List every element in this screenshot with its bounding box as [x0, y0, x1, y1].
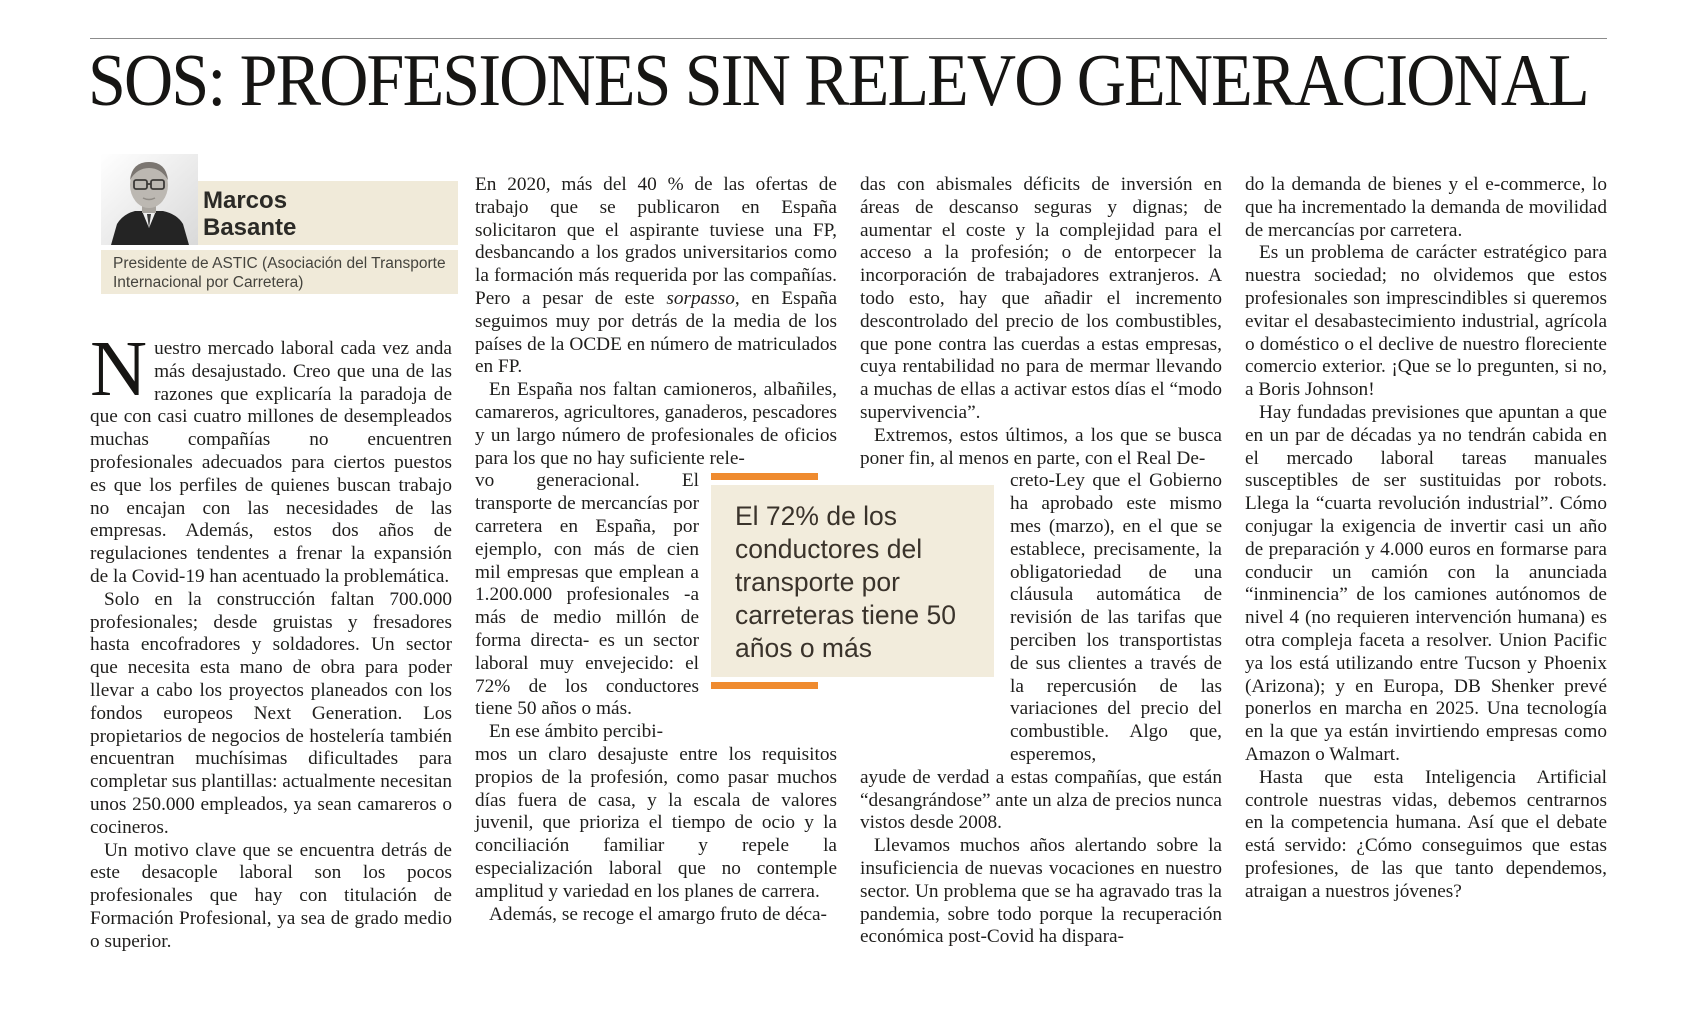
- pullquote-text: El 72% de los conductores del transporte por carreteras tiene 50 años o más: [735, 501, 956, 663]
- italic-text: sorpasso: [666, 287, 735, 309]
- paragraph: ayude de verdad a estas compañías, que están “desangrándose” ante un alza de precios nunca vistos desde 2008.: [860, 766, 1222, 834]
- paragraph: Hay fundadas previsiones que apuntan a que en un par de décadas ya no tendrán cabida en el mercado laboral tareas manuales susceptibles de ser sustituidas por robots. Llega la “cuarta revolución industrial”. Cómo conjugar la exigencia de invertir casi un año de preparación y 4.000 euros en formarse para conducir un camión con la anunciada “inminencia” de los camiones autónomos de nivel 4 (no requieren intervención humana) es otra compleja faceta a resolver. Union Pacific ya los está utilizando entre Tucson y Phoenix (Arizona); y en Europa, DB Shenker prevé ponerlos en marcha en 2025. Una tecnología en la que ya están invirtiendo empresas como Amazon o Walmart.: [1245, 401, 1607, 765]
- paragraph: Llevamos muchos años alertando sobre la insuficiencia de nuevas vocaciones en nuestro sector. Un problema que se ha agravado tras la pandemia, sobre todo porque la recuperación económica post-Covid ha dispara-: [860, 835, 1222, 948]
- paragraph-text: , en España seguimos muy por detrás de la media de los países de la OCDE en número de matriculados en FP.: [475, 287, 838, 378]
- author-name-line1: Marcos: [203, 187, 288, 214]
- paragraph-text: uestro mercado laboral cada vez anda más desajustado. Creo que una de las razones que explicaría la paradoja de que con casi cuatro millones de desempleados muchas compañías no encuentren profesionales adecuados para ciertos puestos es que los perfiles de quienes buscan trabajo no encajan con las necesidades de las empresas. Además, estos dos años de regulaciones tendentes a frenar la expansión de la Covid-19 han acentuado la problemática.: [90, 338, 452, 587]
- article-title: SOS: PROFESIONES SIN RELEVO GENERACIONAL: [88, 40, 1588, 122]
- paragraph: En ese ámbito percibi-: [489, 721, 664, 743]
- paragraph: vo generacional. El transporte de mercancías por carretera en España, por ejemplo, con más de cien mil empresas que emplean a 1.200.000 profesionales -a más de medio millón de forma directa- es un sector laboral muy envejecido: el 72% de los conductores tiene 50 años o más.: [475, 470, 699, 720]
- drop-cap: N: [90, 326, 148, 413]
- paragraph: Extremos, estos últimos, a los que se busca poner fin, al menos en parte, con el Real De-: [860, 424, 1222, 469]
- wrapped-text-right-of-pullquote: [1010, 470, 1222, 766]
- paragraph: En España nos faltan camioneros, albañiles, camareros, agricultores, ganaderos, pescadores y un largo número de profesionales de oficios para los que no hay suficiente rele-: [475, 379, 837, 469]
- top-rule: [90, 38, 1607, 39]
- paragraph: das con abismales déficits de inversión en áreas de descanso seguras y dignas; de aumentar el coste y la complejidad para el acceso a la profesión; o de entorpecer la incorporación de trabajadores extranjeros. A todo esto, hay que añadir el incremento descontrolado del precio de los combustibles, que pone contra las cuerdas a estas empresas, cuya rentabilidad no para de mermar llevando a muchas de ellas a activar estos días el “modo supervivencia”.: [860, 174, 1222, 423]
- pull-quote: [711, 473, 994, 689]
- author-name: [203, 187, 296, 241]
- column-1: [90, 326, 452, 954]
- author-name-line2: Basante: [203, 214, 297, 241]
- paragraph-text: En 2020, más del 40 % de las ofertas de trabajo que se publicaron en España solicitaron que el aspirante tuviese una FP, desbancando a los grados universitarios como la formación más requerida por las compañías. Pero a pesar de este: [475, 174, 837, 309]
- author-role: Presidente de ASTIC (Asociación del Transporte Internacional por Carretera): [101, 250, 458, 294]
- pullquote-bottom-bar: [711, 682, 818, 689]
- paragraph: [90, 326, 452, 589]
- paragraph: Además, se recoge el amargo fruto de déca-: [489, 903, 827, 925]
- paragraph: mos un claro desajuste entre los requisitos propios de la profesión, como pasar muchos días fuera de casa, y la escala de valores juvenil, que prioriza el tiempo de ocio y la conciliación familiar y repele la especialización laboral que no contemple amplitud y variedad en los planes de carrera.: [475, 743, 837, 902]
- paragraph: do la demanda de bienes y el e-commerce, lo que ha incrementado la demanda de movilidad de mercancías por carretera.: [1245, 174, 1607, 241]
- paragraph: [475, 174, 837, 379]
- pullquote-top-bar: [711, 473, 818, 480]
- column-4: [1245, 174, 1607, 904]
- paragraph: Es un problema de carácter estratégico para nuestra sociedad; no olvidemos que estos profesionales son imprescindibles si queremos evitar el desabastecimiento industrial, agrícola o doméstico o el declive de nuestro floreciente comercio exterior. ¡Que se lo pregunten, si no, a Boris Johnson!: [1245, 242, 1607, 401]
- author-photo: [101, 154, 198, 245]
- paragraph: creto-Ley que el Gobierno ha aprobado este mismo mes (marzo), en el que se establece, precisamente, la obligatoriedad de una cláusula automática de revisión de las tarifas que perciben los transportistas de sus clientes a través de la repercusión de las variaciones del precio del combustible. Algo que, esperemos,: [1010, 470, 1222, 765]
- paragraph: Solo en la construcción faltan 700.000 profesionales; desde gruistas y fresadores hasta encofradores y soldadores. Un sector que necesita esta mano de obra para poder llevar a cabo los proyectos planeados con los fondos europeos Next Generation. Los propietarios de negocios de hostelería también encuentran muchísimas dificultades para completar sus plantillas: actualmente necesitan unos 250.000 empleados, ya sean camareros o cocineros.: [90, 588, 452, 838]
- wrapped-text-left-of-pullquote: [475, 470, 699, 744]
- pullquote-box: [711, 485, 994, 677]
- paragraph: Un motivo clave que se encuentra detrás de este desacople laboral son los pocos profesionales que hay con titulación de Formación Profesional, ya sea de grado medio o superior.: [90, 839, 452, 952]
- paragraph: Hasta que esta Inteligencia Artificial controle nuestras vidas, debemos centrarnos en la competencia humana. Así que el debate está servido: ¿Cómo conseguimos que estas profesiones, de las que tanto dependemos, atraigan a nuestros jóvenes?: [1245, 766, 1607, 902]
